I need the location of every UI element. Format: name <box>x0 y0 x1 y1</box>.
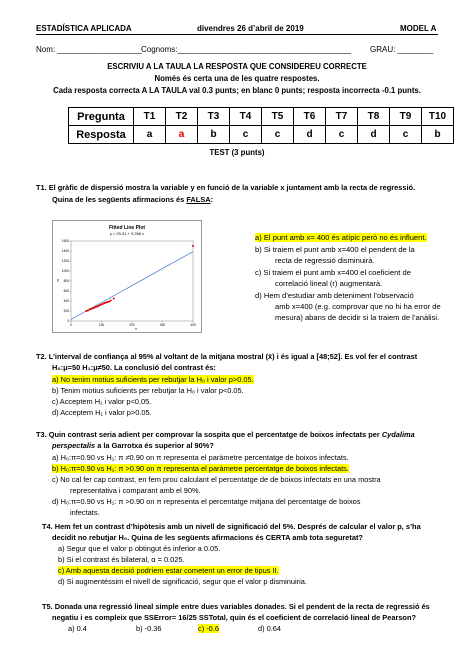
header-model: MODEL A <box>400 24 437 33</box>
t3-species-genus: Cydalima <box>381 430 415 439</box>
instructions-line3: Cada resposta correcta A LA TAULA val 0.3 punts; en blanc 0 punts; resposta incorrecta -0.1 punts. <box>53 86 421 95</box>
surname-field[interactable]: Cognoms:_______________________________________ <box>141 45 351 54</box>
t5-option-a: a) 0.4 <box>68 624 87 633</box>
t2-question-line2: H₀:μ=50 H₁:μ≠50. La conclusió del contrast és: <box>52 363 216 372</box>
question-cell: T3 <box>198 108 230 126</box>
t5-question-line2: negatiu i es compleix que SSError= 16/25 SSTotal, quin és el coeficient de correlació lineal de Pearson? <box>52 613 416 622</box>
t4-question-line2: decidit no rebutjar H₀. Quina de les següents afirmacions és CERTA amb tota seguretat? <box>52 533 363 542</box>
header-date: divendres 26 d’abril de 2019 <box>197 24 304 33</box>
x-axis-label: x <box>135 326 137 331</box>
t3-question-text: T3. Quin contrast seria adient per comprovar la sospita que el percentatge de boixos infectats per <box>36 430 382 439</box>
y-tick-label: 1400 <box>61 249 69 254</box>
y-axis-label: y <box>57 277 59 282</box>
answer-cell[interactable]: c <box>326 126 358 144</box>
x-tick-label: 200 <box>129 323 135 327</box>
t3-question-line2 <box>52 441 214 450</box>
t1-option-b-line1: b) Si traiem el punt amb x=400 el pendent de la <box>255 245 415 254</box>
plot-area <box>62 239 196 327</box>
t4-option-b: b) Si el contrast és bilateral, α = 0.025. <box>58 555 185 564</box>
answer-row <box>69 126 454 144</box>
y-tick-label: 1600 <box>61 239 69 244</box>
y-tick-label: 200 <box>63 309 69 314</box>
t1-option-b-line2: recta de regressió disminuirà. <box>275 256 375 265</box>
t3-option-b: b) H₀:π=0.90 vs H₁: π >0.90 on π representa el paràmetre percentatge de boixos infectats. <box>52 464 349 473</box>
t3-question-text2: a la Garrotxa és superior al 90%? <box>95 441 214 450</box>
answer-cell[interactable]: d <box>358 126 390 144</box>
t2-option-a: a) No tenim motius suficients per rebutjar la H₀ i valor p>0.05. <box>52 375 254 384</box>
x-tick-label: 100 <box>98 323 105 327</box>
t1-option-d-line2: amb x=400 (e.g. comprovar que no hi ha error de <box>275 302 441 311</box>
question-cell: T1 <box>134 108 166 126</box>
t1-option-d-line1: d) Hem d’estudiar amb deteniment l’observació <box>255 291 414 300</box>
t5-option-d: d) 0.64 <box>258 624 282 633</box>
degree-field[interactable]: GRAU: ________ <box>370 45 434 54</box>
question-cell: T8 <box>358 108 390 126</box>
t3-option-d-line2: infectats. <box>70 508 100 517</box>
answer-cell[interactable]: a <box>134 126 166 144</box>
question-cell: T10 <box>422 108 454 126</box>
header-subject: ESTADÍSTICA APLICADA <box>36 24 132 33</box>
answer-cell[interactable]: b <box>198 126 230 144</box>
t3-option-a: a) H₀:π=0.90 vs H₁: π ≠0.90 on π representa el paràmetre percentatge de boixos infectats. <box>52 453 349 462</box>
scatter-plot-svg <box>53 221 201 332</box>
t2-option-b: b) Tenim motius suficients per rebutjar la H₀ i valor p<0.05. <box>52 386 244 395</box>
instructions-line2: Només és certa una de les quatre respostes. <box>154 74 320 83</box>
answer-cell[interactable]: c <box>230 126 262 144</box>
data-point <box>113 298 115 300</box>
t1-colon: : <box>210 195 214 204</box>
y-tick-label: 600 <box>63 289 69 294</box>
data-point <box>110 300 112 302</box>
answer-cell[interactable]: c <box>262 126 294 144</box>
data-point <box>192 245 194 247</box>
t1-false-word: FALSA <box>186 195 211 204</box>
t5-option-c: c) -0.6 <box>198 624 219 633</box>
t4-option-d: d) Si augmentéssim el nivell de significació, segur que el valor p disminuiria. <box>58 577 307 586</box>
plot-equation: y = 29.31 + 3.396 x <box>109 231 145 236</box>
t3-question-line1 <box>36 430 415 439</box>
t1-option-c-line2: correlació lineal (r) augmentarà. <box>275 279 383 288</box>
answer-cell[interactable]: c <box>390 126 422 144</box>
t1-question-text: Quina de les següents afirmacions és <box>52 195 187 204</box>
t1-option-d-line3: mesura) abans de decidir si la traiem de l’anàlisi. <box>275 313 440 322</box>
question-cell: T6 <box>294 108 326 126</box>
question-cell: T2 <box>166 108 198 126</box>
t3-option-d-line1: d) H₀:π=0.90 vs H₁: π >0.90 on π representa el percentatge mitjana del percentatge de boixos <box>52 497 361 506</box>
scatter-plot <box>52 220 202 333</box>
t3-option-c-line1: c) No cal fer cap contrast, en fem prou calculant el percentatge de de boixos infectats en una mostra <box>52 475 381 484</box>
x-tick-label: 0 <box>70 323 72 327</box>
instructions-line1: ESCRIVIU A LA TAULA LA RESPOSTA QUE CONSIDEREU CORRECTE <box>107 62 367 71</box>
t2-option-d: d) Acceptem H₁ i valor p>0.05. <box>52 408 152 417</box>
question-cell: T5 <box>262 108 294 126</box>
answer-cell[interactable]: d <box>294 126 326 144</box>
x-tick-label: 400 <box>190 323 196 327</box>
t5-question-line1: T5. Donada una regressió lineal simple entre dues variables donades. Si el pendent de la recta de regressió és <box>42 602 430 611</box>
y-tick-label: 1200 <box>61 259 69 264</box>
t2-question-line1: T2. L’interval de confiança al 95% al voltant de la mitjana mostral (x̄) i és igual a [48;52]. Es vol fer el contrast <box>36 352 418 361</box>
t1-question-line2 <box>52 195 213 204</box>
test-title: TEST (3 punts) <box>209 148 265 157</box>
y-tick-label: 400 <box>63 299 69 304</box>
answer-cell[interactable]: a <box>166 126 198 144</box>
x-tick-label: 300 <box>159 323 166 327</box>
answer-cell[interactable]: b <box>422 126 454 144</box>
y-tick-label: 800 <box>63 279 69 284</box>
plot-title: Fitted Line Plot <box>108 225 146 231</box>
y-tick-label: 1000 <box>61 269 69 274</box>
question-row-label: Pregunta <box>69 108 134 126</box>
t1-option-a: a) El punt amb x= 400 és atípic però no és influent. <box>255 233 427 242</box>
question-cell: T9 <box>390 108 422 126</box>
header-rule <box>36 34 438 35</box>
answer-row-label: Resposta <box>69 126 134 144</box>
t2-option-c: c) Acceptem H₁ i valor p<0.05. <box>52 397 152 406</box>
y-tick-label: 0 <box>67 319 69 324</box>
t1-question-line1: T1. El gràfic de dispersió mostra la variable y en funció de la variable x juntament amb la recta de regressió. <box>36 183 416 192</box>
t3-species-epithet: perspectalis <box>52 441 96 450</box>
question-cell: T7 <box>326 108 358 126</box>
answer-table <box>68 107 454 144</box>
t4-option-a: a) Segur que el valor p obtingut és inferior a 0.05. <box>58 544 221 553</box>
t1-option-c-line1: c) Si traiem el punt amb x=400 el coeficient de <box>255 268 411 277</box>
t3-option-c-line2: representativa i comparant amb el 90%. <box>70 486 201 495</box>
question-row <box>69 108 454 126</box>
t5-option-b: b) -0.36 <box>136 624 162 633</box>
question-cell: T4 <box>230 108 262 126</box>
name-field[interactable]: Nom: ___________________ <box>36 45 142 54</box>
t4-question-line1: T4. Hem fet un contrast d’hipòtesis amb un nivell de significació del 5%. Després de calcular el valor p, s’ha <box>42 522 421 531</box>
t4-option-c: c) Amb aquesta decisió podríem estar cometent un error de tipus II. <box>58 566 279 575</box>
